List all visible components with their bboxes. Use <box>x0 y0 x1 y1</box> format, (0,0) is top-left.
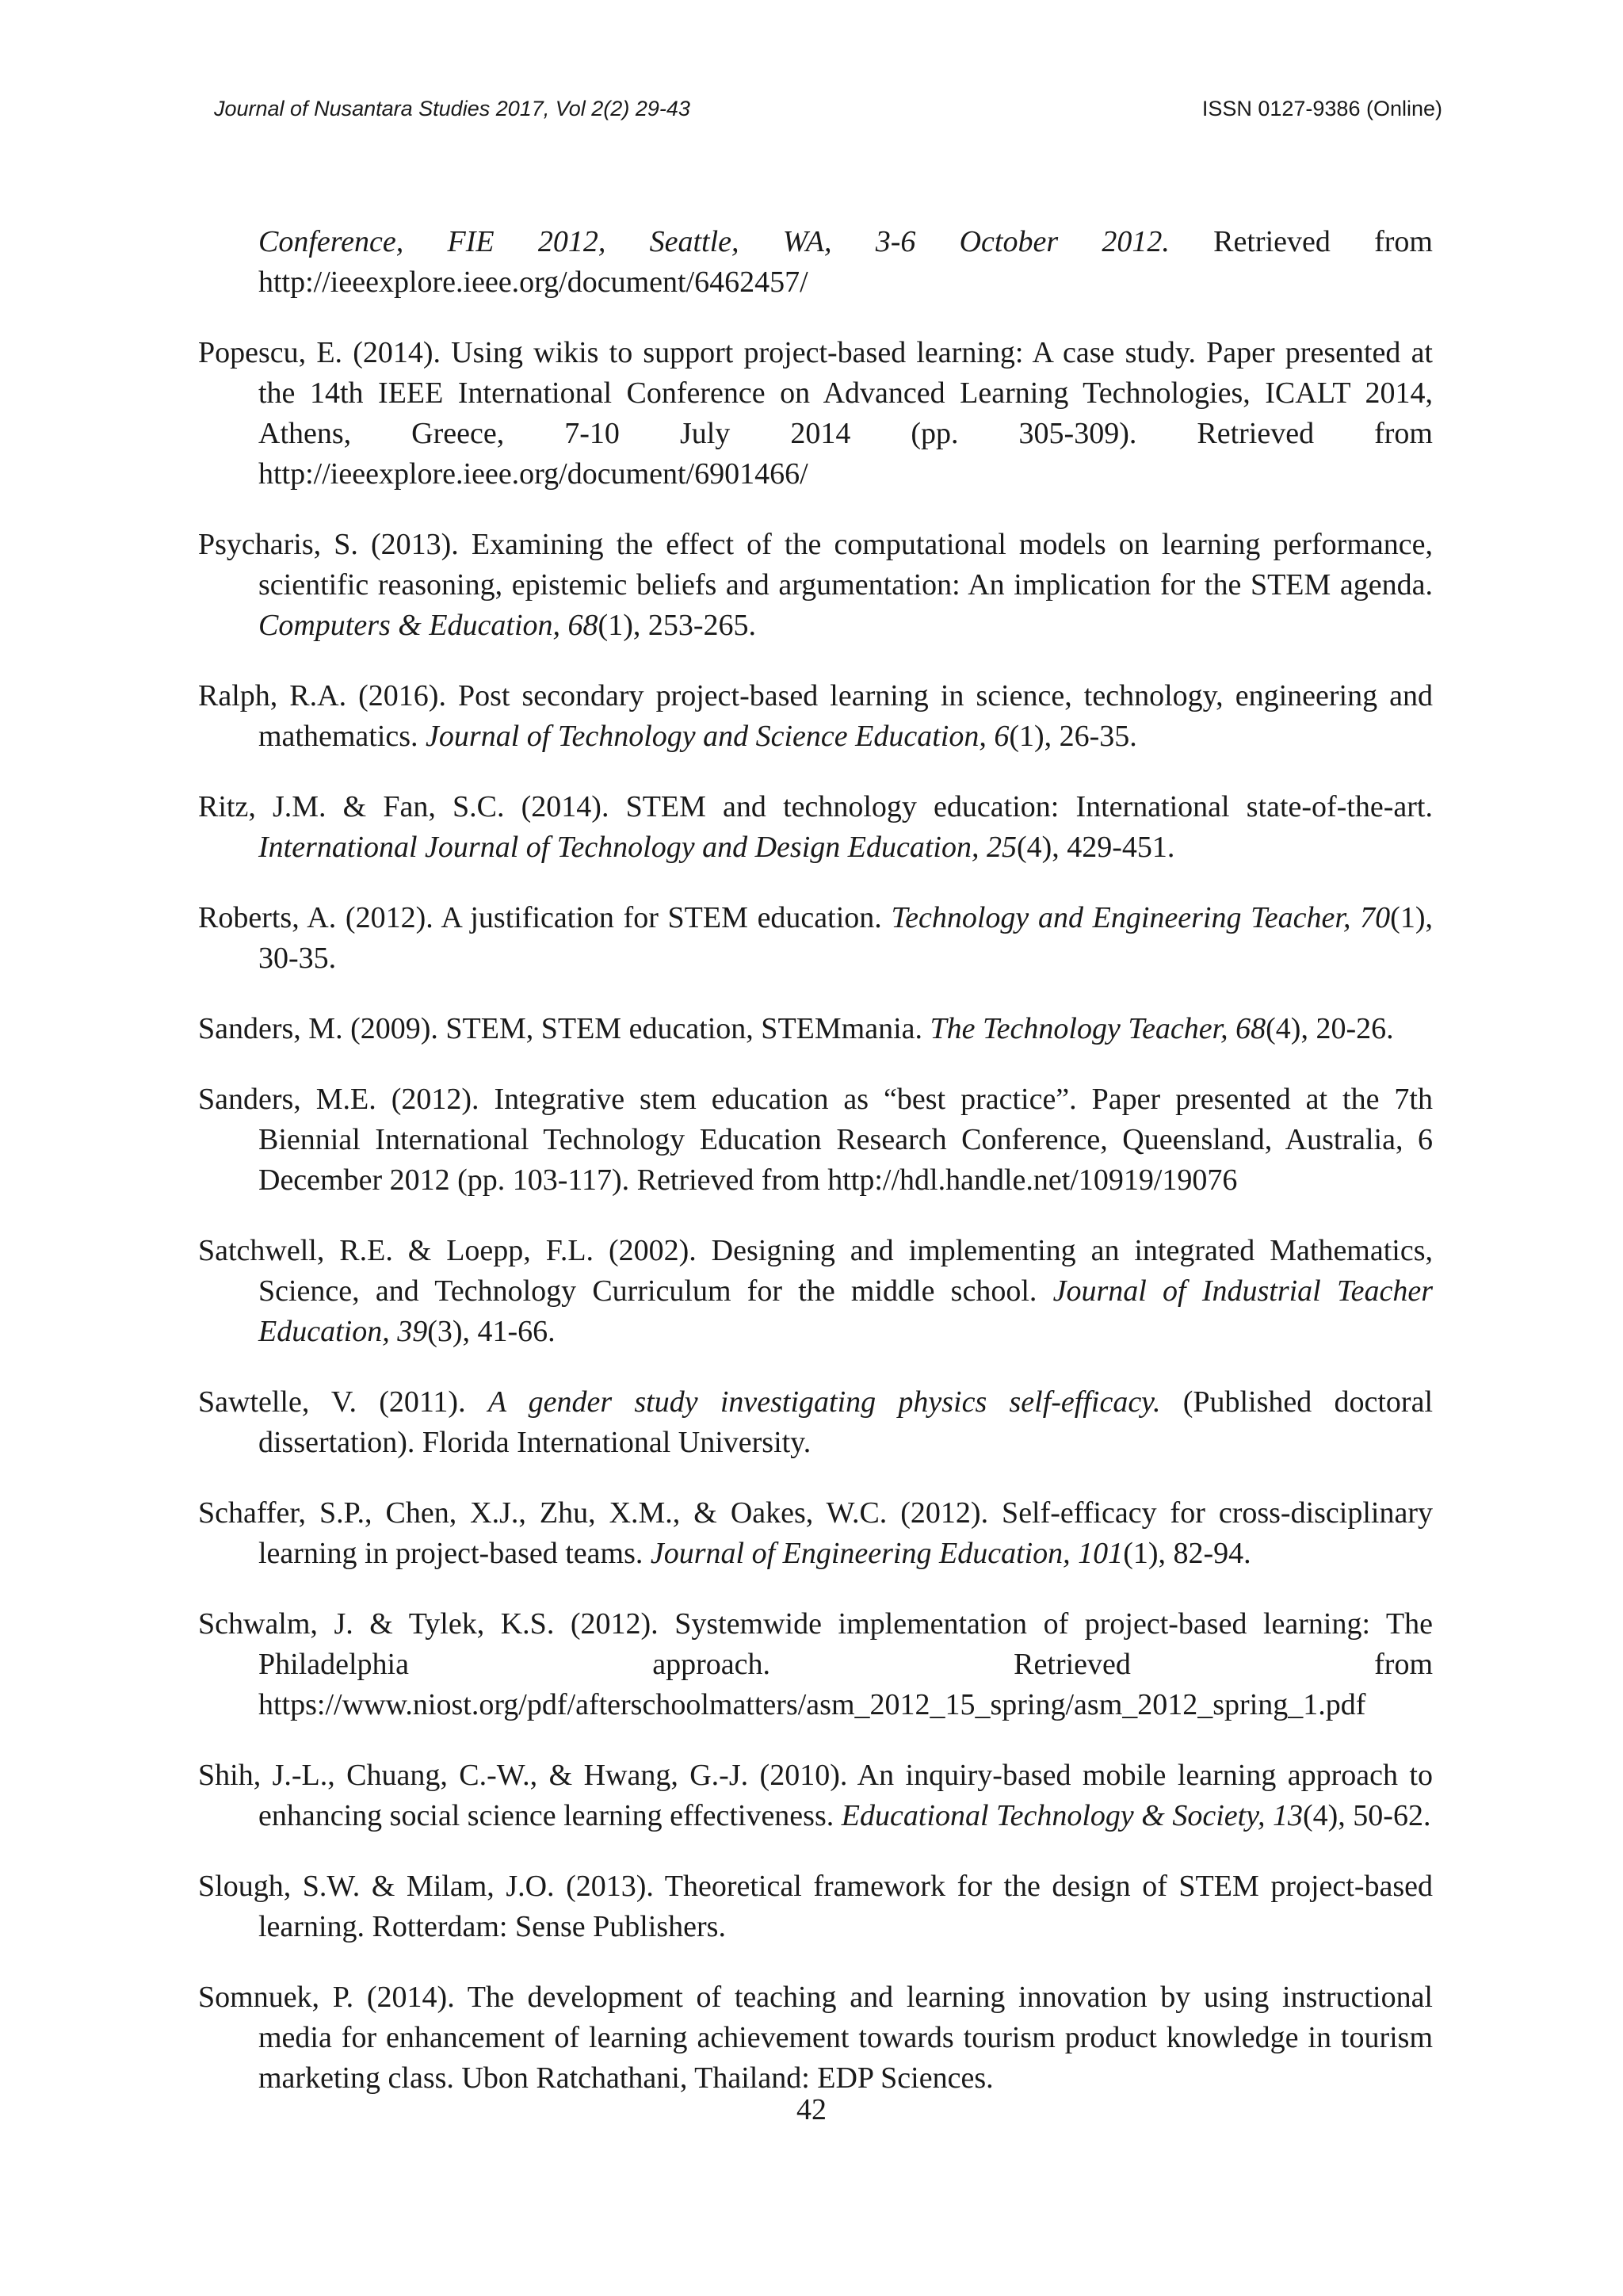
reference-text: Sanders, M.E. (2012). Integrative stem education as “best practice”. Paper presented at the 7th Biennial International Technology Education Research Conference, Queensland, Australia, 6 December 2012 (pp. 103-117). Retrieved from http://hdl.handle.net/10919/19076 <box>198 1083 1433 1197</box>
reference-text: Slough, S.W. & Milam, J.O. (2013). Theoretical framework for the design of STEM project-based learning. Rotterdam: Sense Publishers. <box>198 1870 1433 1943</box>
reference-text: (4), 20-26. <box>1266 1012 1394 1045</box>
reference-italic-text: The Technology Teacher, 68 <box>930 1012 1266 1045</box>
reference-entry <box>198 1755 1433 1836</box>
reference-text: Schwalm, J. & Tylek, K.S. (2012). Systemwide implementation of project-based learning: The Philadelphia approach. Retrieved from https://www.niost.org/pdf/afterschoolmatters/asm_2012_15_spring/asm_2012_spring_1.pdf <box>198 1607 1433 1721</box>
reference-italic-text: Educational Technology & Society, 13 <box>841 1799 1303 1832</box>
reference-entry <box>198 333 1433 495</box>
reference-entry <box>198 1604 1433 1725</box>
reference-entry <box>198 1382 1433 1463</box>
running-header <box>214 97 1442 135</box>
page-number: 42 <box>796 2093 827 2126</box>
reference-italic-text: International Journal of Technology and Design Education, 25 <box>258 831 1017 864</box>
reference-entry <box>198 1009 1433 1049</box>
reference-entry <box>198 222 1433 303</box>
reference-text: Psycharis, S. (2013). Examining the effect of the computational models on learning performance, scientific reasoning, epistemic beliefs and argumentation: An implication for the STEM agenda. <box>198 528 1433 602</box>
reference-text: Shih, J.-L., Chuang, C.-W., & Hwang, G.-J. (2010). An inquiry-based mobile learning approach to enhancing social science learning effectiveness. <box>198 1759 1433 1832</box>
reference-text: (4), 50-62. <box>1302 1799 1431 1832</box>
reference-text: Ralph, R.A. (2016). Post secondary project-based learning in science, technology, engineering and mathematics. <box>198 679 1433 753</box>
reference-entry <box>198 787 1433 868</box>
reference-text: Ritz, J.M. & Fan, S.C. (2014). STEM and technology education: International state-of-the-art. <box>198 790 1433 823</box>
reference-text: Schaffer, S.P., Chen, X.J., Zhu, X.M., & Oakes, W.C. (2012). Self-efficacy for cross-disciplinary learning in project-based teams. <box>198 1496 1433 1570</box>
reference-italic-text: Technology and Engineering Teacher, 70 <box>891 901 1391 934</box>
reference-entry <box>198 1231 1433 1352</box>
reference-text: (4), 429-451. <box>1016 831 1175 864</box>
reference-text: Satchwell, R.E. & Loepp, F.L. (2002). Designing and implementing an integrated Mathematics, Science, and Technology Curriculum for the middle school. <box>198 1234 1433 1308</box>
reference-italic-text: Conference, FIE 2012, Seattle, WA, 3-6 October 2012. <box>258 225 1170 258</box>
reference-text: (1), 82-94. <box>1123 1537 1251 1570</box>
reference-entry <box>198 898 1433 979</box>
issn: ISSN 0127-9386 (Online) <box>1201 97 1442 120</box>
reference-italic-text: Computers & Education, 68 <box>258 609 598 642</box>
reference-text: Popescu, E. (2014). Using wikis to support project-based learning: A case study. Paper presented at the 14th IEEE International Conference on Advanced Learning Technologies, ICALT 2014, Athens, Greece, 7-10 July 2014 (pp. 305-309). Retrieved from http://ieeexplore.ieee.org/document/6901466/ <box>198 336 1433 491</box>
reference-entry <box>198 676 1433 757</box>
reference-text: (1), 253-265. <box>598 609 757 642</box>
reference-text: Roberts, A. (2012). A justification for STEM education. <box>198 901 892 934</box>
reference-text: (1), 30-35. <box>258 901 1433 975</box>
reference-text: Retrieved from http://ieeexplore.ieee.org/document/6462457/ <box>258 225 1433 299</box>
reference-entry <box>198 1493 1433 1574</box>
reference-italic-text: Journal of Industrial Teacher Education, 39 <box>258 1274 1433 1348</box>
reference-text: (3), 41-66. <box>427 1315 556 1348</box>
reference-italic-text: Journal of Technology and Science Education, 6 <box>426 720 1010 753</box>
reference-text: (Published doctoral dissertation). Florida International University. <box>258 1385 1433 1459</box>
reference-text: Somnuek, P. (2014). The development of teaching and learning innovation by using instructional media for enhancement of learning achievement towards tourism product knowledge in tourism marketing class. Ubon Ratchathani, Thailand: EDP Sciences. <box>198 1981 1433 2095</box>
reference-entry <box>198 1977 1433 2099</box>
reference-text: (1), 26-35. <box>1009 720 1137 753</box>
reference-text: Sanders, M. (2009). STEM, STEM education, STEMmania. <box>198 1012 930 1045</box>
journal-citation: Journal of Nusantara Studies 2017, Vol 2(2) 29-43 <box>214 97 690 120</box>
reference-italic-text: A gender study investigating physics self-efficacy. <box>487 1385 1161 1419</box>
reference-entry <box>198 1079 1433 1201</box>
reference-entry <box>198 525 1433 646</box>
reference-text: Sawtelle, V. (2011). <box>198 1385 488 1419</box>
reference-entry <box>198 1866 1433 1947</box>
reference-list <box>198 192 1433 2116</box>
reference-italic-text: Journal of Engineering Education, 101 <box>650 1537 1124 1570</box>
